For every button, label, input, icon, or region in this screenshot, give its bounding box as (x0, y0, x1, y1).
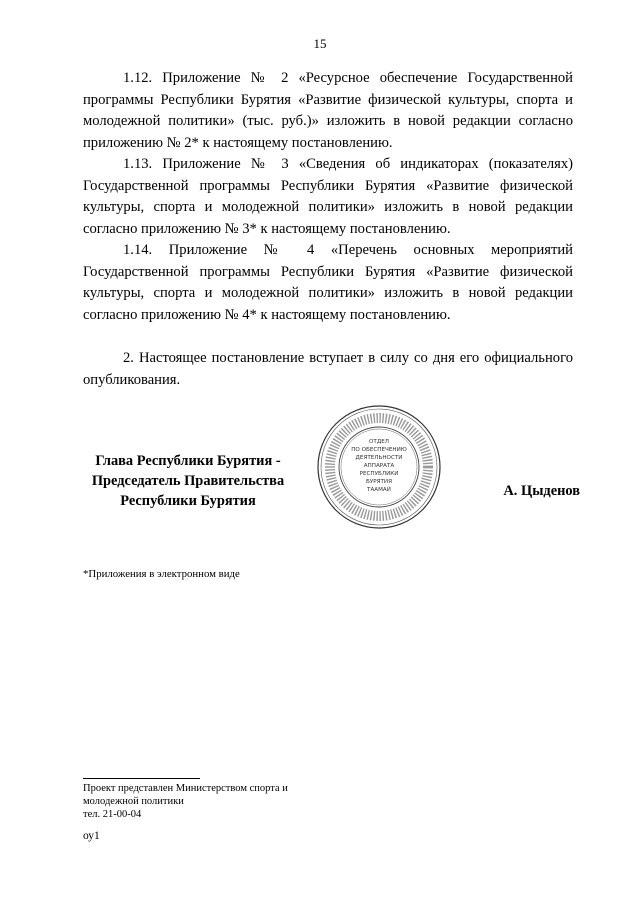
seal-text-line: ТААМАЙ (367, 487, 391, 493)
seal-text-line: ДЕЯТЕЛЬНОСТИ (355, 455, 403, 461)
footer-line: Проект представлен Министерством спорта и (83, 783, 288, 794)
document-body (83, 68, 573, 391)
seal-text-line: АППАРАТА (363, 463, 395, 469)
signatory-title-line: Председатель Правительства (91, 473, 285, 489)
footer-line: молодежной политики (83, 796, 184, 807)
seal-text-line: ОТДЕЛ (369, 439, 389, 445)
document-code: оу1 (83, 830, 100, 842)
official-seal (316, 404, 442, 530)
signatory-name: А. Цыденов (503, 483, 580, 499)
page-number: 15 (313, 36, 327, 51)
paragraph-2-effective-date: 2. Настоящее постановление вступает в силу со дня его официального опубликования. (83, 350, 573, 388)
footer-divider (83, 778, 200, 779)
seal-text-line: ПО ОБЕСПЕЧЕНИЮ (351, 447, 407, 453)
signatory-title-line: Глава Республики Бурятия - (95, 453, 281, 469)
paragraph-1-14: 1.14. Приложение № 4 «Перечень основных мероприятий Государственной программы Республики Бурятия «Развитие физической культуры, спорта и молодежной политики» изложить в новой редакции согласно приложению № 4* к настоящему постановлению. (83, 242, 573, 323)
footer-note (83, 782, 288, 821)
seal-text-line: БУРЯТИЯ (366, 479, 392, 485)
footnote: *Приложения в электронном виде (83, 568, 240, 580)
signatory-title (83, 451, 293, 511)
footer-line: тел. 21-00-04 (83, 809, 142, 820)
paragraph-1-13: 1.13. Приложение № 3 «Сведения об индикаторах (показателях) Государственной программы Республики Бурятия «Развитие физической культуры, спорта и молодежной политики» изложить в новой редакции согласно приложению № 3* к настоящему постановлению. (83, 156, 573, 237)
signatory-title-line: Республики Бурятия (120, 493, 256, 509)
paragraph-1-12: 1.12. Приложение № 2 «Ресурсное обеспечение Государственной программы Республики Бурятия «Развитие физической культуры, спорта и молодежной политики» (тыс. руб.)» изложить в новой редакции согласно приложению № 2* к настоящему постановлению. (83, 70, 573, 151)
seal-text-line: РЕСПУБЛИКИ (359, 471, 399, 477)
